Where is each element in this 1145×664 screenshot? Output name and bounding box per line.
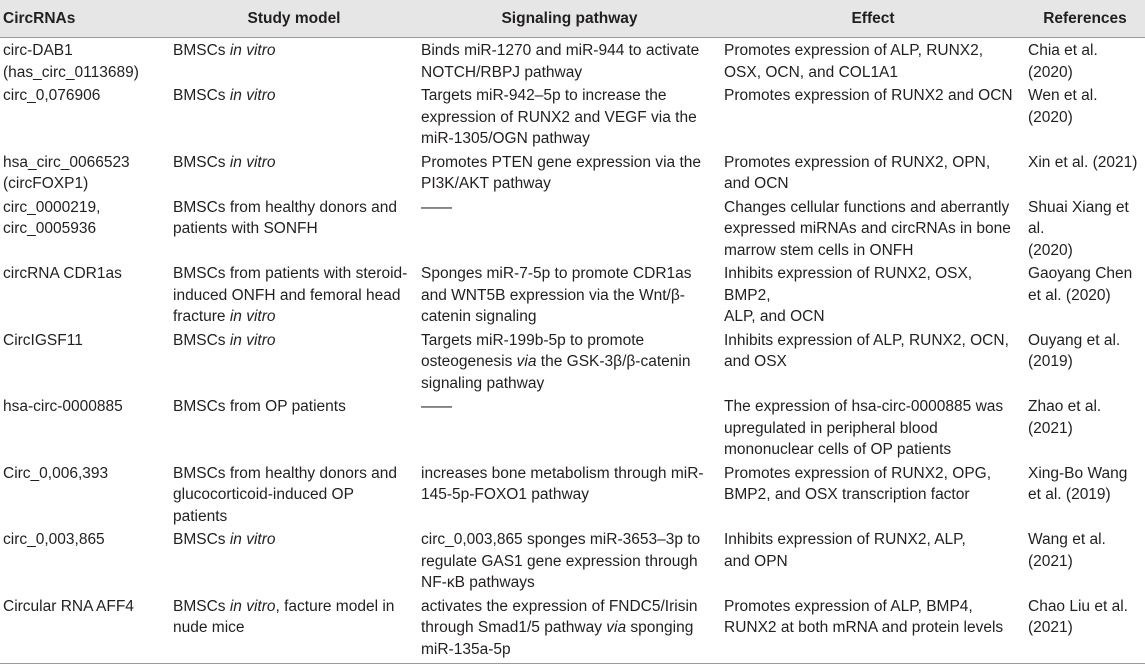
cell-circrna: hsa_circ_0066523 (circFOXP1) [3, 153, 130, 192]
cell-reference: Chia et al. (2020) [1028, 42, 1098, 81]
cell-effect: Promotes expression of ALP, BMP4, RUNX2 at both mRNA and protein levels [721, 594, 1025, 664]
table-row [0, 394, 1145, 461]
cell-reference: Gaoyang Chen et al. (2020) [1028, 265, 1133, 304]
table-row [0, 150, 1145, 195]
cell-effect: Inhibits expression of RUNX2, ALP, and OPN [724, 531, 966, 570]
cell-reference: Xin et al. (2021) [1028, 153, 1138, 171]
cell-circrna: CircIGSF11 [3, 331, 83, 349]
cell-signaling-pathway: Promotes PTEN gene expression via the PI3K/AKT pathway [421, 153, 701, 192]
table-row [0, 328, 1145, 395]
cell-study-model: BMSCs from healthy donors and patients with SONFH [173, 198, 397, 237]
cell-effect: The expression of hsa-circ-0000885 was upregulated in peripheral blood mononuclear cells of OP patients [724, 398, 1004, 458]
header-effect: Effect [721, 0, 1025, 38]
cell-circrna: hsa-circ-0000885 [3, 398, 123, 415]
cell-signaling-pathway: —— [421, 198, 452, 216]
table-row [0, 527, 1145, 594]
cell-circrna: circRNA CDR1as [3, 265, 122, 282]
cell-effect: Inhibits expression of ALP, RUNX2, OCN, and OSX [724, 331, 1009, 370]
table-row [0, 461, 1145, 528]
cell-study-model: BMSCs from OP patients [173, 398, 346, 415]
cell-signaling-pathway: Sponges miR-7-5p to promote CDR1as and WNT5B expression via the Wnt/β- catenin signaling [421, 265, 692, 325]
table-row [0, 261, 1145, 328]
cell-effect: Promotes expression of ALP, RUNX2, OSX, OCN, and COL1A1 [724, 42, 984, 81]
cell-study-model: BMSCs from healthy donors and glucocorticoid-induced OP patients [173, 464, 397, 525]
cell-circrna: circ_0,076906 [3, 87, 101, 104]
table-row [0, 195, 1145, 262]
cell-signaling-pathway: increases bone metabolism through miR- 145-5p-FOXO1 pathway [421, 464, 704, 503]
cell-study-model: BMSCs in vitro [173, 42, 276, 59]
cell-study-model: BMSCs in vitro, facture model in nude mice [170, 594, 418, 664]
cell-signaling-pathway: Binds miR-1270 and miR-944 to activate NOTCH/RBPJ pathway [421, 42, 700, 81]
header-circrnas: CircRNAs [0, 0, 170, 38]
table-row [0, 38, 1145, 84]
cell-effect: Inhibits expression of RUNX2, OSX, BMP2, ALP, and OCN [724, 265, 973, 325]
cell-reference: Ouyang et al. (2019) [1028, 331, 1121, 370]
cell-effect: Changes cellular functions and aberrantly expressed miRNAs and circRNAs in bone marrow stem cells in ONFH [724, 198, 1011, 259]
cell-study-model: BMSCs in vitro [173, 153, 276, 171]
cell-study-model: BMSCs in vitro [173, 331, 276, 349]
cell-reference: Wang et al. (2021) [1028, 531, 1106, 570]
cell-effect: Promotes expression of RUNX2, OPG, BMP2, and OSX transcription factor [724, 464, 992, 503]
cell-circrna: Circ_0,006,393 [3, 464, 109, 482]
cell-signaling-pathway: Targets miR-942–5p to increase the expression of RUNX2 and VEGF via the miR-1305/OGN pathway [421, 87, 697, 147]
cell-circrna: Circular RNA AFF4 [0, 594, 170, 664]
cell-signaling-pathway: activates the expression of FNDC5/Irisin through Smad1/5 pathway via sponging miR-135a-5p [418, 594, 721, 664]
cell-signaling-pathway: circ_0,003,865 sponges miR-3653–3p to regulate GAS1 gene expression through NF-κB pathways [421, 531, 701, 591]
cell-study-model: BMSCs in vitro [173, 531, 276, 548]
cell-circrna: circ_0000219, circ_0005936 [3, 198, 101, 237]
table-header [0, 0, 1145, 38]
header-references: References [1025, 0, 1145, 38]
cell-circrna: circ_0,003,865 [3, 531, 105, 548]
cell-reference: Wen et al. (2020) [1028, 87, 1098, 126]
cell-effect: Promotes expression of RUNX2 and OCN [724, 87, 1013, 104]
cell-effect: Promotes expression of RUNX2, OPN, and OCN [724, 153, 991, 192]
cell-reference: Shuai Xiang et al. (2020) [1028, 198, 1129, 259]
header-signaling-pathway: Signaling pathway [418, 0, 721, 38]
table-row [0, 83, 1145, 150]
cell-reference: Chao Liu et al. (2021) [1025, 594, 1145, 664]
cell-study-model: BMSCs from patients with steroid- induced ONFH and femoral head fracture in vitro [173, 265, 408, 325]
cell-circrna: circ-DAB1 (has_circ_0113689) [3, 42, 139, 81]
cell-reference: Zhao et al. (2021) [1028, 398, 1102, 437]
cell-reference: Xing-Bo Wang et al. (2019) [1028, 464, 1128, 503]
cell-signaling-pathway: —— [421, 398, 452, 415]
header-study-model: Study model [170, 0, 418, 38]
cell-study-model: BMSCs in vitro [173, 87, 276, 104]
cell-signaling-pathway: Targets miR-199b-5p to promote osteogenesis via the GSK-3β/β-catenin signaling pathway [421, 331, 691, 392]
table-row [0, 594, 1145, 664]
